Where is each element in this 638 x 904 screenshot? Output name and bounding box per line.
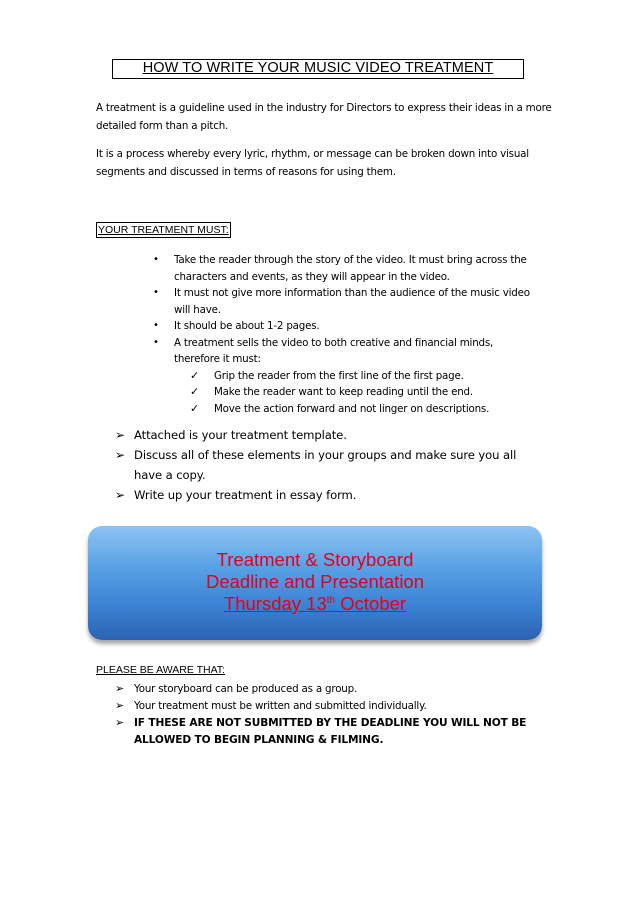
list-item (115, 485, 535, 505)
deadline-date-day: Thursday 13 (223, 593, 327, 614)
arrow-bullet-icon: ➢ (115, 682, 125, 695)
aware-heading: PLEASE BE AWARE THAT: (96, 664, 225, 676)
document-title: HOW TO WRITE YOUR MUSIC VIDEO TREATMENT (112, 59, 524, 79)
list-item-text: A treatment sells the video to both creative and financial minds, therefore it must: (174, 336, 494, 365)
check-item (174, 384, 533, 401)
must-heading: YOUR TREATMENT MUST: (98, 224, 229, 236)
must-list (153, 252, 533, 417)
warning-item (115, 715, 535, 748)
list-item-text: Your treatment must be written and submitted individually. (134, 699, 427, 712)
arrow-bullet-icon: ➢ (115, 428, 125, 442)
checkmark-icon: ✓ (190, 401, 200, 415)
check-item-text: Make the reader want to keep reading until the end. (214, 386, 473, 398)
bullet-dot-icon: • (153, 336, 159, 348)
instructions-list (115, 425, 535, 505)
list-item-text: Discuss all of these elements in your groups and make sure you all have a copy. (134, 448, 517, 482)
arrow-bullet-icon: ➢ (115, 488, 125, 502)
warning-text: IF THESE ARE NOT SUBMITTED BY THE DEADLINE YOU WILL NOT BE ALLOWED TO BEGIN PLANNING & FILMING. (134, 717, 527, 746)
deadline-date (88, 593, 542, 615)
list-item (153, 318, 533, 335)
intro-paragraph-1: A treatment is a guideline used in the industry for Directors to express their ideas in a more detailed form than a pitch. (96, 102, 552, 132)
list-item (115, 698, 535, 715)
bullet-dot-icon: • (153, 254, 159, 265)
deadline-banner (88, 526, 542, 640)
checkmark-icon: ✓ (190, 385, 200, 398)
deadline-date-month: October (335, 593, 407, 614)
check-item (174, 368, 533, 385)
aware-list (115, 681, 535, 748)
list-item-text: It must not give more information than the audience of the music video will have. (174, 287, 530, 316)
deadline-line-1: Treatment & Storyboard (216, 549, 414, 570)
check-list (174, 368, 533, 418)
list-item (115, 425, 535, 445)
check-item-text: Grip the reader from the first line of the first page. (214, 369, 464, 382)
check-item-text: Move the action forward and not linger on descriptions. (214, 402, 490, 415)
list-item (153, 285, 533, 318)
deadline-text (88, 549, 542, 615)
list-item (115, 681, 535, 698)
arrow-bullet-icon: ➢ (115, 698, 125, 712)
arrow-bullet-icon: ➢ (115, 716, 125, 729)
intro-paragraph-2: It is a process whereby every lyric, rhythm, or message can be broken down into visual segments and discussed in terms of reasons for using them. (96, 148, 529, 178)
arrow-bullet-icon: ➢ (115, 448, 125, 462)
bullet-dot-icon: • (153, 320, 159, 331)
check-item (174, 401, 533, 418)
list-item-text: Take the reader through the story of the video. It must bring across the characters and events, as they will appear in the video. (174, 254, 527, 283)
checkmark-icon: ✓ (190, 368, 200, 382)
list-item (153, 335, 533, 418)
list-item-text: Your storyboard can be produced as a group. (134, 683, 358, 695)
list-item (153, 252, 533, 285)
deadline-line-2: Deadline and Presentation (205, 571, 425, 592)
bullet-dot-icon: • (153, 287, 159, 298)
list-item-text: It should be about 1-2 pages. (174, 320, 320, 332)
list-item (115, 445, 535, 485)
list-item-text: Write up your treatment in essay form. (134, 488, 357, 502)
deadline-date-suffix: th (326, 595, 336, 606)
list-item-text: Attached is your treatment template. (134, 428, 347, 442)
